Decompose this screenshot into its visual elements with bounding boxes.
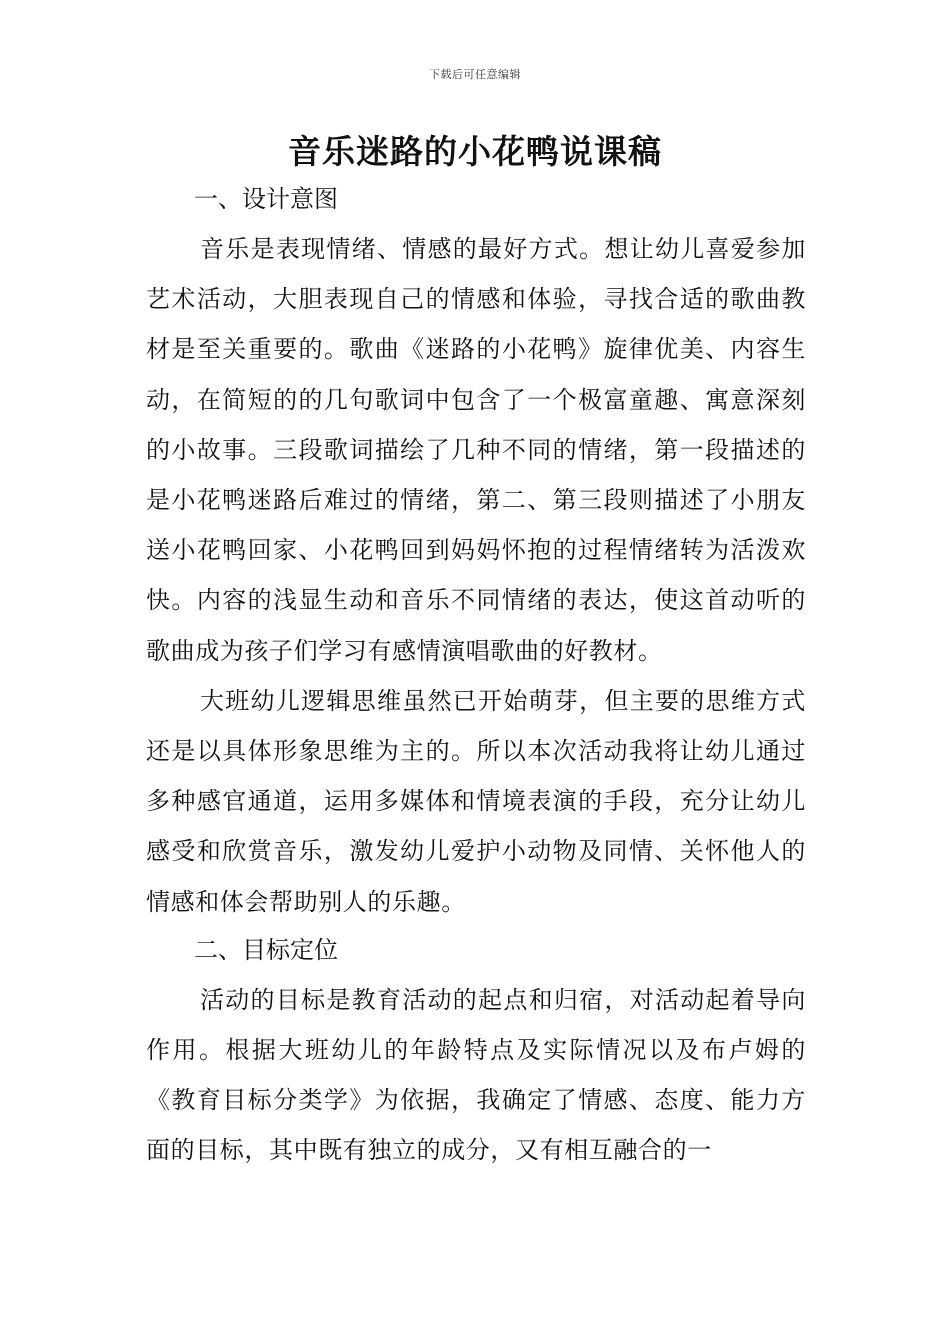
- header-note: 下载后可任意编辑: [429, 68, 521, 81]
- paragraph: 大班幼儿逻辑思维虽然已开始萌芽，但主要的思维方式还是以具体形象思维为主的。所以本次活动我将让幼儿通过多种感官通道，运用多媒体和情境表演的手段，充分让幼儿感受和欣赏音乐，激发幼儿爱护小动物及同情、关怀他人的情感和体会帮助别人的乐趣。: [146, 686, 806, 916]
- document-body: [146, 180, 806, 1176]
- paragraph: 音乐是表现情绪、情感的最好方式。想让幼儿喜爱参加艺术活动，大胆表现自己的情感和体验，寻找合适的歌曲教材是至关重要的。歌曲《迷路的小花鸭》旋律优美、内容生动，在简短的的几句歌词中包含了一个极富童趣、寓意深刻的小故事。三段歌词描绘了几种不同的情绪，第一段描述的是小花鸭迷路后难过的情绪，第二、第三段则描述了小朋友送小花鸭回家、小花鸭回到妈妈怀抱的过程情绪转为活泼欢快。内容的浅显生动和音乐不同情绪的表达，使这首动听的歌曲成为孩子们学习有感情演唱歌曲的好教材。: [146, 235, 806, 665]
- section-heading-goal-positioning: 二、目标定位: [194, 935, 338, 964]
- paragraph: 活动的目标是教育活动的起点和归宿，对活动起着导向作用。根据大班幼儿的年龄特点及实际情况以及布卢姆的《教育目标分类学》为依据，我确定了情感、态度、能力方面的目标，其中既有独立的成分，又有相互融合的一: [146, 985, 806, 1165]
- section-heading-design-intent: 一、设计意图: [194, 185, 338, 213]
- document-title: 音乐迷路的小花鸭说课稿: [288, 132, 662, 171]
